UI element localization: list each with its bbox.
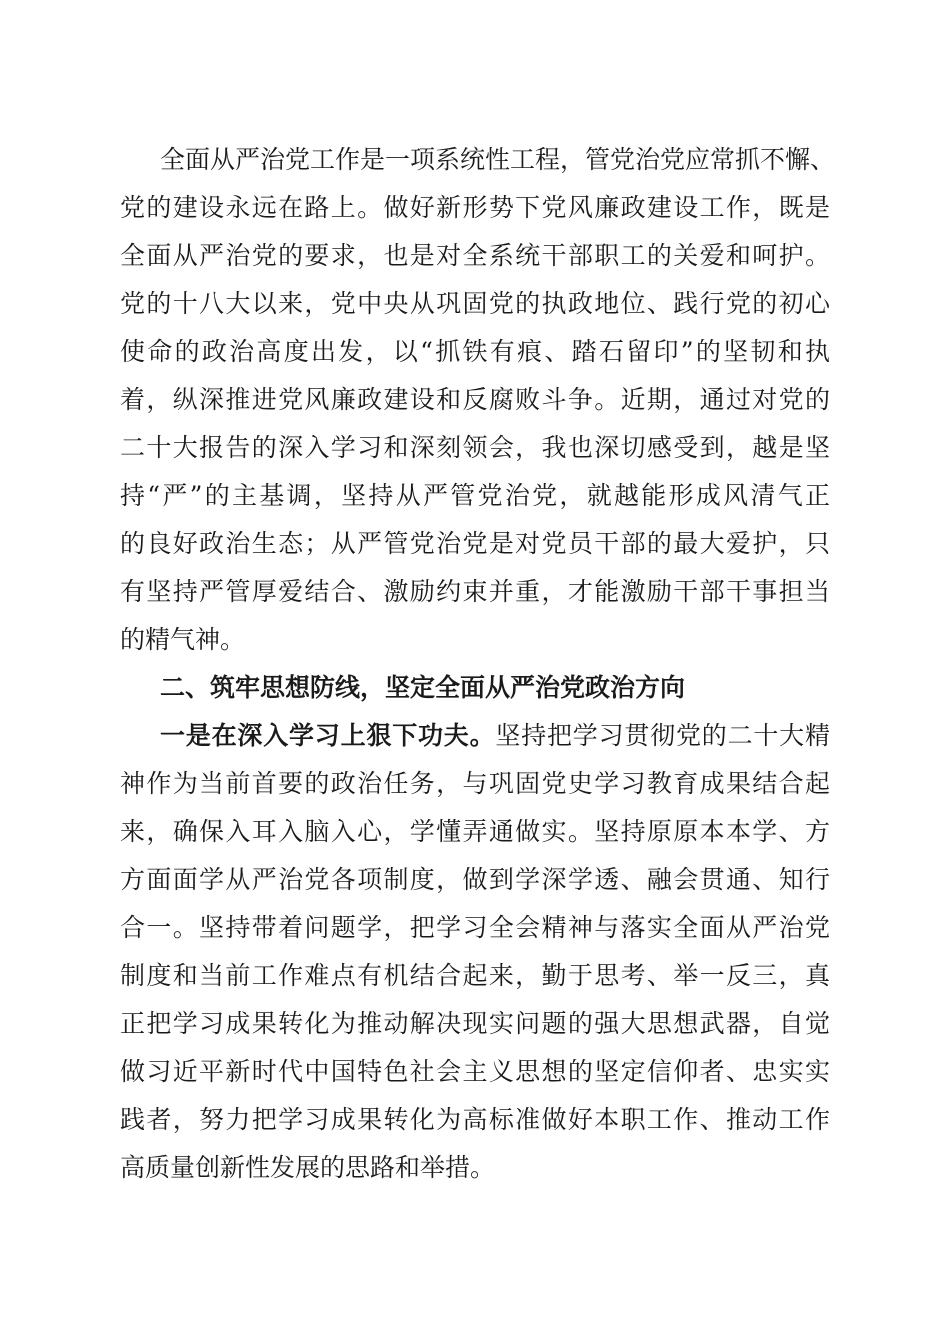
- paragraph-1-line-10: 有坚持严管厚爱结合、激励约束并重，才能激励干部干事担当: [120, 577, 830, 606]
- paragraph-2-line-1-rest: 坚持把学习贯彻党的二十大精: [495, 721, 830, 750]
- paragraph-2-line-7: 正把学习成果转化为推动解决现实问题的强大思想武器，自觉: [120, 1009, 830, 1038]
- paragraph-1-line-11: 的精气神。: [120, 625, 246, 654]
- section-heading: 二、筑牢思想防线，坚定全面从严治党政治方向: [160, 673, 686, 702]
- paragraph-2-line-4: 方面面学从严治党各项制度，做到学深学透、融会贯通、知行: [120, 865, 830, 894]
- paragraph-2-lead: 一是在深入学习上狠下功夫。: [160, 721, 496, 750]
- paragraph-2-line-8: 做习近平新时代中国特色社会主义思想的坚定信仰者、忠实实: [120, 1057, 830, 1086]
- paragraph-1-line-9: 的良好政治生态；从严管党治党是对党员干部的最大爱护，只: [120, 529, 830, 558]
- paragraph-1-line-5: 使命的政治高度出发，以“抓铁有痕、踏石留印”的坚韧和执: [120, 337, 830, 366]
- paragraph-2-line-1: [160, 721, 830, 751]
- paragraph-1-line-3: 全面从严治党的要求，也是对全系统干部职工的关爱和呵护。: [120, 241, 830, 270]
- paragraph-2-line-2: 神作为当前首要的政治任务，与巩固党史学习教育成果结合起: [120, 769, 830, 798]
- paragraph-1-line-8: 持“严”的主基调，坚持从严管党治党，就越能形成风清气正: [120, 481, 830, 510]
- paragraph-2-line-6: 制度和当前工作难点有机结合起来，勤于思考、举一反三，真: [120, 961, 830, 990]
- paragraph-2-line-5: 合一。坚持带着问题学，把学习全会精神与落实全面从严治党: [120, 913, 830, 942]
- paragraph-2-line-10: 高质量创新性发展的思路和举措。: [120, 1153, 496, 1182]
- paragraph-1-line-6: 着，纵深推进党风廉政建设和反腐败斗争。近期，通过对党的: [120, 385, 830, 414]
- paragraph-2-line-9: 践者，努力把学习成果转化为高标准做好本职工作、推动工作: [120, 1105, 830, 1134]
- paragraph-1-line-7: 二十大报告的深入学习和深刻领会，我也深切感受到，越是坚: [120, 433, 830, 462]
- paragraph-1-line-1: 全面从严治党工作是一项系统性工程，管党治党应常抓不懈、: [160, 145, 836, 174]
- paragraph-2-line-3: 来，确保入耳入脑入心，学懂弄通做实。坚持原原本本学、方: [120, 817, 830, 846]
- paragraph-1-line-2: 党的建设永远在路上。做好新形势下党风廉政建设工作，既是: [120, 193, 830, 222]
- paragraph-1-line-4: 党的十八大以来，党中央从巩固党的执政地位、践行党的初心: [120, 289, 830, 318]
